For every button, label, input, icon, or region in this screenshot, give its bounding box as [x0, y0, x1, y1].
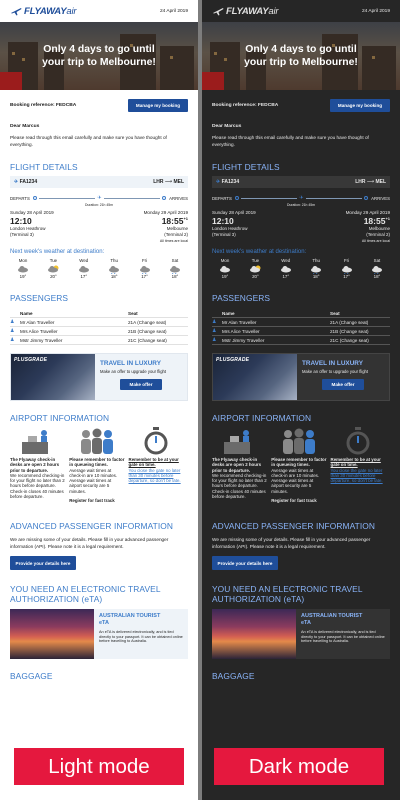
greeting: Dear Marcus [212, 124, 242, 129]
baggage-heading: BAGGAGE [10, 671, 53, 682]
arrives-label: ARRIVES [169, 195, 189, 201]
flight-bar [212, 176, 390, 188]
eta-image [212, 609, 296, 659]
eta-offer [10, 609, 188, 659]
weather-day: Thu 18° [101, 258, 127, 279]
weather-day: Mon 19° [10, 258, 36, 279]
sun-cloud-icon [46, 265, 60, 273]
timeline-line [104, 198, 161, 199]
passenger-name: Mstr Jimmy Traveller [222, 337, 265, 343]
email-date: 24 April 2019 [159, 8, 188, 14]
flight-number: FA1234 [221, 179, 240, 185]
plane-icon: ✈ [14, 179, 20, 185]
plane-icon: ✈ [97, 195, 102, 201]
baggage-heading: BAGGAGE [212, 671, 255, 682]
change-seat-link[interactable]: 21C (Change seat) [330, 337, 369, 343]
airport-information-heading: AIRPORT INFORMATION [10, 413, 110, 423]
plane-icon [10, 6, 22, 16]
route-arrow-icon: ⟶ [163, 179, 174, 185]
flight-duration: Duration: 21h 45m [287, 203, 315, 207]
stopwatch-icon [331, 428, 386, 454]
passenger-name: Mrs Alice Traveller [20, 328, 58, 334]
queue-icon [271, 428, 326, 454]
rain-cloud-icon [138, 265, 152, 273]
hero-banner [0, 22, 198, 90]
passenger-row [10, 336, 188, 345]
passenger-name: Mr Alan Traveller [222, 319, 257, 325]
booking-row [212, 98, 390, 112]
flight-bar [10, 176, 188, 188]
weather-forecast [10, 258, 188, 279]
light-mode-label: Light mode [14, 748, 184, 785]
weather-day: Mon 19° [212, 258, 238, 279]
stopwatch-icon [129, 428, 184, 454]
upgrade-text: Make an offer to upgrade your flight [100, 369, 167, 374]
weather-heading: Next week's weather at destination: [212, 249, 307, 255]
check-in-desk-icon [212, 428, 267, 454]
airport-info-columns: The Flyaway check-in desks are open 2 hours prior to departure. We recommend checking-in for your flight no later than 2 hours before departure. Check-in closes 40 minutes before departure. Please remember to factor in queueing times. Average wait times at check-in are 10 minutes. Average wait times at airport security are 5 minutes. Register for fast track Remember to be at your gate on time. You close the gate no later than 30 minutes before departure, so don't be late. [10, 428, 188, 503]
passenger-row [212, 318, 390, 327]
email-header [0, 0, 198, 22]
passenger-table [10, 309, 188, 345]
dark-mode-panel [202, 0, 400, 800]
timeline-line [39, 198, 96, 199]
passenger-icon: ♟ [10, 319, 15, 325]
arrival-dot-icon [162, 196, 166, 200]
check-in-desk-icon [10, 428, 65, 454]
passengers-heading: PASSENGERS [212, 293, 271, 303]
intro-text: Please read through this email carefully and make sure you have thought of everything. [10, 135, 167, 147]
to-code: MEL [173, 179, 184, 185]
fast-track-link[interactable]: Register for fast track [271, 498, 317, 504]
make-offer-button[interactable]: Make offer [120, 379, 162, 390]
arrival-dot-icon [364, 196, 368, 200]
airport-info-columns: The Flyaway check-in desks are open 2 hours prior to departure. We recommend checking-in for your flight no later than 2 hours before departure. Check-in closes 40 minutes before departure. Please remember to factor in queueing times. Average wait times at check-in are 10 minutes. Average wait times at airport security are 5 minutes. Register for fast track Remember to be at your gate on time. You close the gate no later than 30 minutes before departure, so don't be late. [212, 428, 390, 503]
from-code: LHR [355, 179, 366, 185]
arrival-info: Monday 29 April 2019 $18:55^{+1}$ Melbourne (Terminal 2) [143, 210, 188, 237]
upgrade-image: PLUSGRADE [213, 354, 297, 400]
make-offer-button[interactable]: Make offer [322, 379, 364, 390]
passenger-table-header: Name Seat [212, 309, 390, 318]
flight-timeline [10, 194, 188, 202]
change-seat-link[interactable]: 21A (Change seat) [330, 319, 369, 325]
intro-text: Please read through this email carefully and make sure you have thought of everything. [212, 135, 369, 147]
hero-title: Only 4 days to go until your trip to Melbourne! [244, 44, 358, 68]
timeline-line [241, 198, 298, 199]
upgrade-text: Make an offer to upgrade your flight [302, 369, 369, 374]
passenger-icon: ♟ [10, 328, 15, 334]
upgrade-image: PLUSGRADE [11, 354, 95, 400]
from-code: LHR [153, 179, 164, 185]
departure-info: Sunday 28 April 2019 12:10 London Heathrow (Terminal 3) [212, 210, 256, 237]
eta-heading: YOU NEED AN ELECTRONIC TRAVEL AUTHORIZATION (eTA) [10, 584, 161, 605]
rain-cloud-icon [168, 265, 182, 273]
upgrade-title: TRAVEL IN LUXURY [302, 360, 363, 367]
weather-day: Fri 17° [132, 258, 158, 279]
passenger-name: Mstr Jimmy Traveller [20, 337, 63, 343]
greeting: Dear Marcus [10, 124, 40, 129]
arrival-info: Monday 29 April 2019 $18:55^{+1}$ Melbourne (Terminal 2) [345, 210, 390, 237]
airport-information-heading: AIRPORT INFORMATION [212, 413, 312, 423]
times-note: All times are local [159, 239, 188, 243]
email-date: 24 April 2019 [361, 8, 390, 14]
flight-number: FA1234 [19, 179, 38, 185]
brand-logo[interactable]: FLYAWAY air [212, 6, 278, 17]
passenger-row [10, 318, 188, 327]
hero-title: Only 4 days to go until your trip to Melbourne! [42, 44, 156, 68]
cloud-icon [77, 265, 91, 273]
times-note: All times are local [361, 239, 390, 243]
arrival-time: $18:55^{+1}$ [363, 216, 390, 226]
rain-cloud-icon [107, 265, 121, 273]
manage-booking-button[interactable]: Manage my booking [128, 99, 188, 112]
eta-offer [212, 609, 390, 659]
flight-details-heading: FLIGHT DETAILS [10, 162, 78, 172]
rain-cloud-icon [309, 265, 323, 273]
weather-day: Sat 18° [162, 258, 188, 279]
passengers-heading: PASSENGERS [10, 293, 69, 303]
weather-heading: Next week's weather at destination: [10, 249, 105, 255]
cloud-icon [16, 265, 30, 273]
cloud-icon [279, 265, 293, 273]
plane-icon [212, 6, 224, 16]
weather-day: Thu 18° [303, 258, 329, 279]
api-heading: ADVANCED PASSENGER INFORMATION [10, 521, 174, 532]
change-seat-link[interactable]: 21C (Change seat) [128, 337, 167, 343]
eta-image [10, 609, 94, 659]
eta-text: An eTA is delivered electronically, and is tied directly to your passport. It can be obtained online before travelling to Australia. [99, 630, 183, 644]
weather-day: Fri 17° [334, 258, 360, 279]
arrives-label: ARRIVES [371, 195, 391, 201]
weather-day: Wed 17° [71, 258, 97, 279]
weather-day: Wed 17° [273, 258, 299, 279]
change-seat-link[interactable]: 21B (Change seat) [330, 328, 369, 334]
passenger-name: Mr Alan Traveller [20, 319, 55, 325]
rain-cloud-icon [340, 265, 354, 273]
manage-booking-button[interactable]: Manage my booking [330, 99, 390, 112]
queue-icon [69, 428, 124, 454]
to-code: MEL [375, 179, 386, 185]
api-text: We are missing some of your details. Please fill in your advanced passenger information (API). Please note it is a legal requirement. [212, 537, 371, 550]
passenger-row [10, 327, 188, 336]
passenger-table [212, 309, 390, 345]
sun-cloud-icon [248, 265, 262, 273]
passenger-row [212, 336, 390, 345]
flight-details-heading: FLIGHT DETAILS [212, 162, 280, 172]
passenger-icon: ♟ [212, 337, 217, 343]
email-header [202, 0, 400, 22]
flight-timeline [212, 194, 390, 202]
route-arrow-icon: ⟶ [365, 179, 376, 185]
timeline-line [306, 198, 363, 199]
arrival-time: $18:55^{+1}$ [161, 216, 188, 226]
provide-details-button[interactable]: Provide your details here [212, 556, 278, 570]
weather-day: Sat 18° [364, 258, 390, 279]
booking-row [10, 98, 188, 112]
departure-time: 12:10 [10, 216, 32, 226]
api-heading: ADVANCED PASSENGER INFORMATION [212, 521, 376, 532]
passenger-icon: ♟ [212, 328, 217, 334]
passenger-icon: ♟ [10, 337, 15, 343]
provide-details-button[interactable]: Provide your details here [10, 556, 76, 570]
api-text: We are missing some of your details. Please fill in your advanced passenger information (API). Please note it is a legal requirement. [10, 537, 169, 550]
upgrade-title: TRAVEL IN LUXURY [100, 360, 161, 367]
hero-banner [202, 22, 400, 90]
light-mode-panel [0, 0, 198, 800]
plane-icon: ✈ [299, 195, 304, 201]
gate-link[interactable]: You close the gate no later than 30 minutes before departure, so don't be late. [330, 467, 383, 484]
departs-label: DEPARTS [212, 195, 232, 201]
weather-forecast [212, 258, 390, 279]
passenger-name: Mrs Alice Traveller [222, 328, 260, 334]
passenger-row [212, 327, 390, 336]
weather-day: Tue 20° [40, 258, 66, 279]
plane-icon: ✈ [216, 179, 222, 185]
eta-title: AUSTRALIAN TOURIST eTA [301, 613, 363, 626]
departure-dot-icon [235, 196, 239, 200]
eta-text: An eTA is delivered electronically, and is tied directly to your passport. It can be obtained online before travelling to Australia. [301, 630, 385, 644]
eta-title: AUSTRALIAN TOURIST eTA [99, 613, 161, 626]
departs-label: DEPARTS [10, 195, 30, 201]
upgrade-offer [212, 353, 390, 401]
upgrade-offer [10, 353, 188, 401]
change-seat-link[interactable]: 21B (Change seat) [128, 328, 167, 334]
fast-track-link[interactable]: Register for fast track [69, 498, 115, 504]
cloud-icon [218, 265, 232, 273]
flight-duration: Duration: 21h 45m [85, 203, 113, 207]
departure-info: Sunday 28 April 2019 12:10 London Heathrow (Terminal 3) [10, 210, 54, 237]
dark-mode-label: Dark mode [214, 748, 384, 785]
booking-reference: Booking reference: FEDCBA [10, 102, 77, 108]
rain-cloud-icon [370, 265, 384, 273]
departure-dot-icon [33, 196, 37, 200]
passenger-table-header: Name Seat [10, 309, 188, 318]
change-seat-link[interactable]: 21A (Change seat) [128, 319, 167, 325]
passenger-icon: ♟ [212, 319, 217, 325]
brand-logo[interactable]: FLYAWAY air [10, 6, 76, 17]
weather-day: Tue 20° [242, 258, 268, 279]
gate-link[interactable]: You close the gate no later than 30 minutes before departure, so don't be late. [128, 467, 181, 484]
booking-reference: Booking reference: FEDCBA [212, 102, 279, 108]
departure-time: 12:10 [212, 216, 234, 226]
eta-heading: YOU NEED AN ELECTRONIC TRAVEL AUTHORIZATION (eTA) [212, 584, 363, 605]
